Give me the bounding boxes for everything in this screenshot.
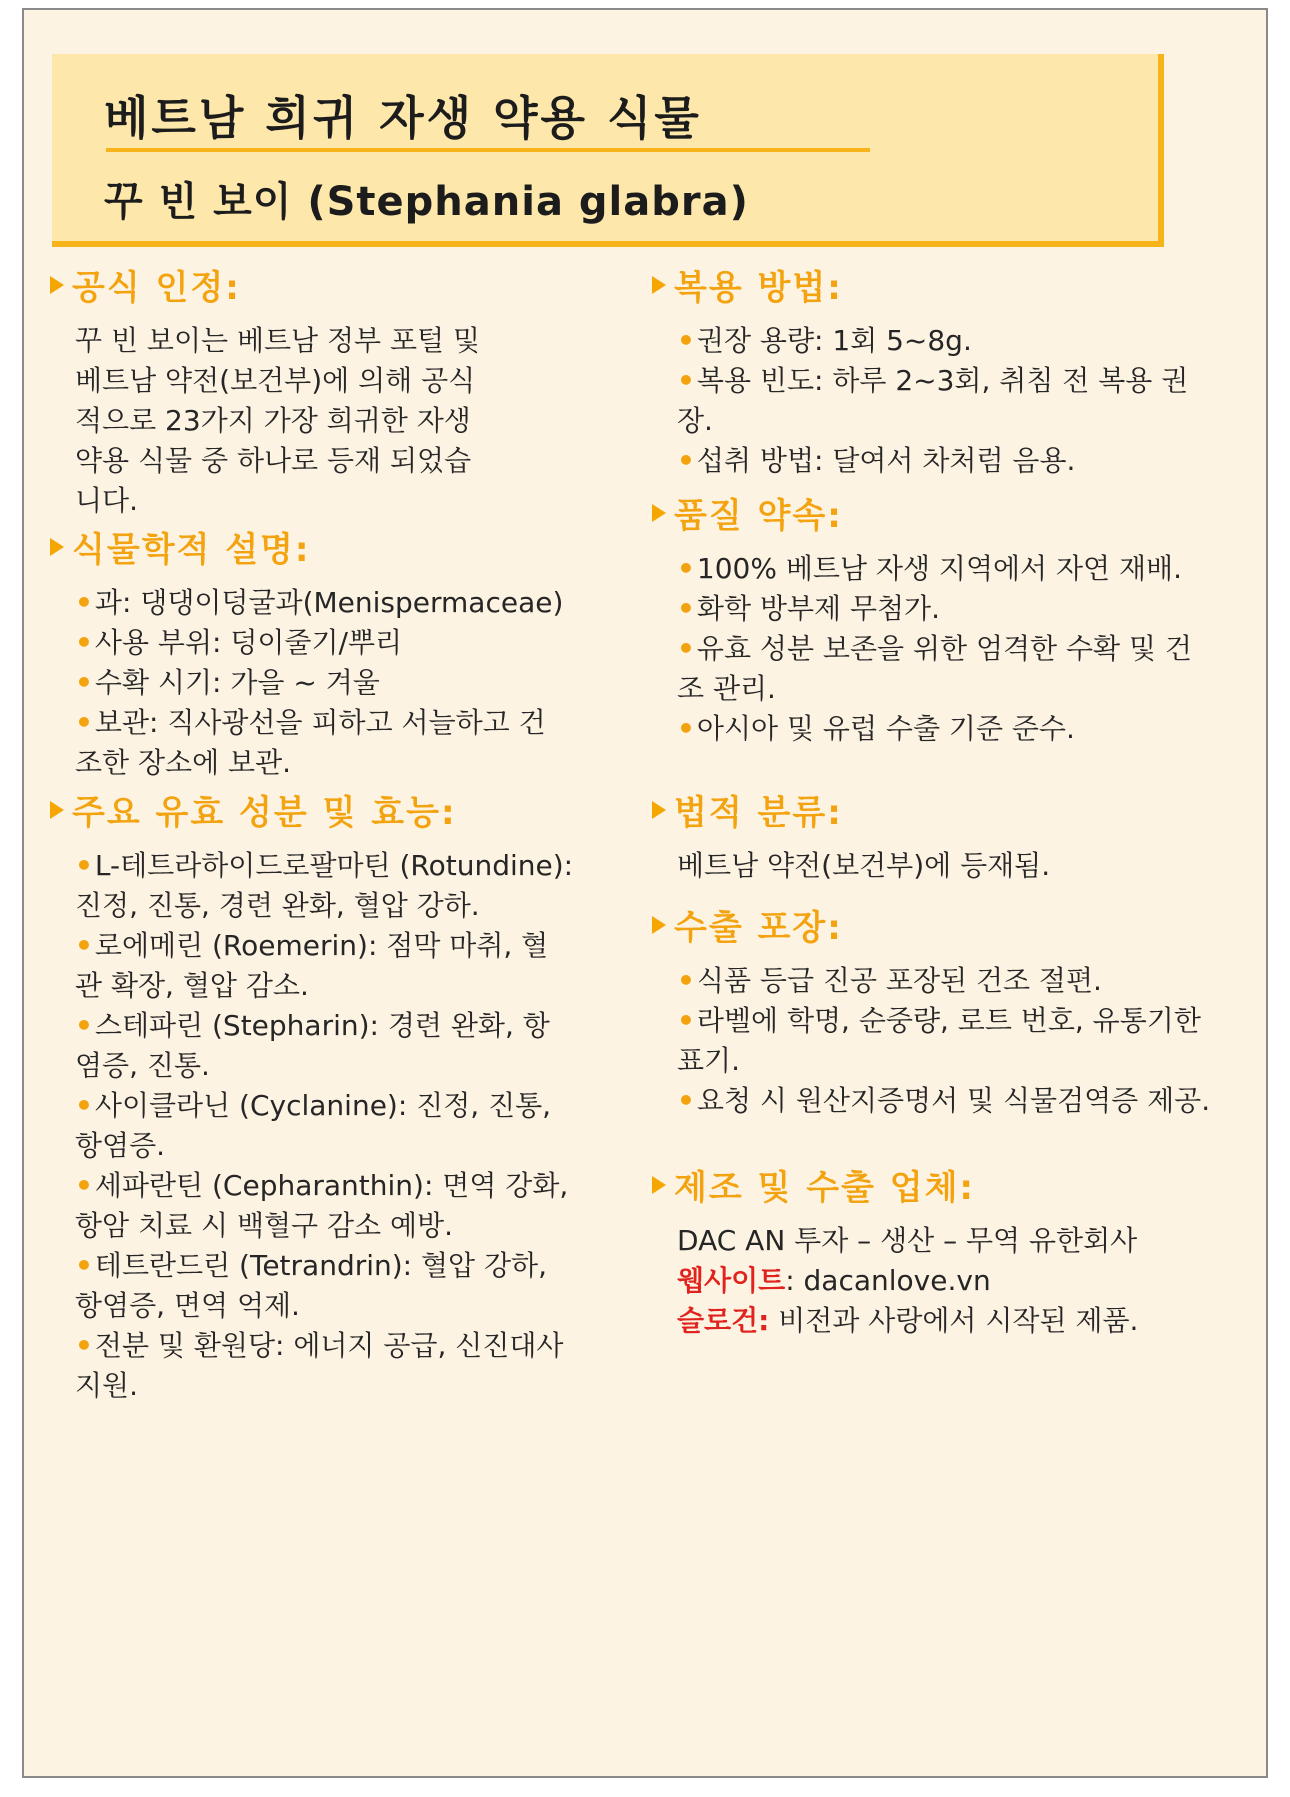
bullet-list [677, 321, 1217, 481]
triangle-arrow-icon [50, 801, 64, 819]
bullet-icon: • [75, 1329, 93, 1362]
bullet-icon: • [75, 586, 93, 619]
section-title: 제조 및 수출 업체: [674, 1168, 976, 1208]
bullet-list [75, 846, 575, 1406]
bullet-icon: • [677, 1004, 695, 1037]
list-item: •100% 베트남 자생 지역에서 자연 재배. [677, 552, 1182, 585]
section-title: 법적 분류: [674, 793, 843, 833]
section-header [50, 785, 610, 834]
list-item: •스테파린 (Stepharin): 경련 완화, 항염증, 진통. [75, 1009, 550, 1082]
bullet-icon: • [677, 324, 695, 357]
bullet-list [677, 549, 1217, 749]
bullet-icon: • [677, 1084, 695, 1117]
list-item: •아시아 및 유럽 수출 기준 준수. [677, 712, 1075, 745]
list-item: •권장 용량: 1회 5~8g. [677, 324, 972, 357]
list-item: •사이클라닌 (Cyclanine): 진정, 진통, 항염증. [75, 1089, 552, 1162]
bullet-icon: • [677, 632, 695, 665]
bullet-icon: • [677, 964, 695, 997]
section-title: 수출 포장: [674, 908, 843, 948]
bullet-icon: • [677, 592, 695, 625]
section-maker [652, 1160, 1252, 1341]
section-title: 식물학적 설명: [72, 530, 311, 570]
website-value: : dacanlove.vn [785, 1264, 991, 1297]
section-title: 품질 약속: [674, 496, 843, 536]
page-subtitle: 꾸 빈 보이 (Stephania glabra) [104, 179, 749, 225]
list-item: •보관: 직사광선을 피하고 서늘하고 건조한 장소에 보관. [75, 706, 546, 779]
section-title: 주요 유효 성분 및 효능: [72, 793, 457, 833]
bullet-icon: • [677, 364, 695, 397]
list-item: •유효 성분 보존을 위한 엄격한 수확 및 건조 관리. [677, 632, 1192, 705]
triangle-arrow-icon [50, 276, 64, 294]
bullet-icon: • [75, 929, 93, 962]
bullet-list [677, 961, 1217, 1121]
triangle-arrow-icon [652, 276, 666, 294]
slogan-value: 비전과 사랑에서 시작된 제품. [769, 1304, 1139, 1337]
company-name: DAC AN 투자 – 생산 – 무역 유한회사 [677, 1224, 1138, 1257]
header-box [52, 54, 1164, 247]
bullet-icon: • [677, 712, 695, 745]
section-packaging [652, 900, 1242, 1121]
section-text: 꾸 빈 보이는 베트남 정부 포털 및 베트남 약전(보건부)에 의해 공식적으로 23가지 가장 희귀한 자생 약용 식물 중 하나로 등재 되었습니다. [75, 324, 481, 517]
section-botanical [50, 522, 610, 783]
bullet-icon: • [75, 1249, 93, 1282]
list-item: •식품 등급 진공 포장된 건조 절편. [677, 964, 1102, 997]
bullet-icon: • [75, 706, 93, 739]
slogan-label: 슬로건: [677, 1304, 770, 1337]
list-item: •수확 시기: 가을 ~ 겨울 [75, 666, 380, 699]
triangle-arrow-icon [652, 1176, 666, 1194]
bullet-list [75, 583, 565, 783]
list-item: •세파란틴 (Cepharanthin): 면역 강화, 항암 치료 시 백혈구 감소 예방. [75, 1169, 569, 1242]
list-item: •섭취 방법: 달여서 차처럼 음용. [677, 444, 1076, 477]
list-item: •사용 부위: 덩이줄기/뿌리 [75, 626, 403, 659]
bullet-icon: • [75, 1009, 93, 1042]
bullet-icon: • [75, 1169, 93, 1202]
section-header [652, 488, 1242, 537]
bullet-icon: • [75, 626, 93, 659]
bullet-icon: • [75, 666, 93, 699]
title-divider [106, 148, 870, 152]
page-title: 베트남 희귀 자생 약용 식물 [104, 91, 702, 145]
section-ingredients [50, 785, 610, 1406]
website-label: 웹사이트 [677, 1264, 786, 1297]
triangle-arrow-icon [652, 504, 666, 522]
triangle-arrow-icon [50, 538, 64, 556]
bullet-icon: • [677, 552, 695, 585]
section-recognition [50, 260, 610, 521]
list-item: •라벨에 학명, 순중량, 로트 번호, 유통기한 표기. [677, 1004, 1201, 1077]
bullet-icon: • [75, 1089, 93, 1122]
info-card [22, 8, 1268, 1778]
list-item: •로에메린 (Roemerin): 점막 마취, 혈관 확장, 혈압 감소. [75, 929, 549, 1002]
list-item: •화학 방부제 무첨가. [677, 592, 940, 625]
section-header [652, 260, 1242, 309]
section-header [652, 785, 1242, 834]
section-quality [652, 488, 1242, 749]
section-header [50, 260, 610, 309]
section-usage [652, 260, 1242, 481]
section-header [652, 900, 1242, 949]
triangle-arrow-icon [652, 916, 666, 934]
list-item: •요청 시 원산지증명서 및 식물검역증 제공. [677, 1084, 1211, 1117]
list-item: •과: 댕댕이덩굴과(Menispermaceae) [75, 586, 564, 619]
list-item: •테트란드린 (Tetrandrin): 혈압 강하, 항염증, 면역 억제. [75, 1249, 547, 1322]
section-header [652, 1160, 1252, 1209]
triangle-arrow-icon [652, 801, 666, 819]
list-item: •복용 빈도: 하루 2~3회, 취침 전 복용 권장. [677, 364, 1189, 437]
section-header [50, 522, 610, 571]
list-item: •L-테트라하이드로팔마틴 (Rotundine): 진정, 진통, 경련 완화, 혈압 강하. [75, 849, 574, 922]
section-title: 공식 인정: [72, 268, 241, 308]
section-text: 베트남 약전(보건부)에 등재됨. [677, 849, 1051, 882]
section-title: 복용 방법: [674, 268, 843, 308]
slogan-line [677, 1301, 1237, 1341]
list-item: •전분 및 환원당: 에너지 공급, 신진대사 지원. [75, 1329, 564, 1402]
section-legal [652, 785, 1242, 886]
bullet-icon: • [75, 849, 93, 882]
website-line [677, 1261, 1237, 1301]
bullet-icon: • [677, 444, 695, 477]
maker-details [677, 1221, 1237, 1341]
